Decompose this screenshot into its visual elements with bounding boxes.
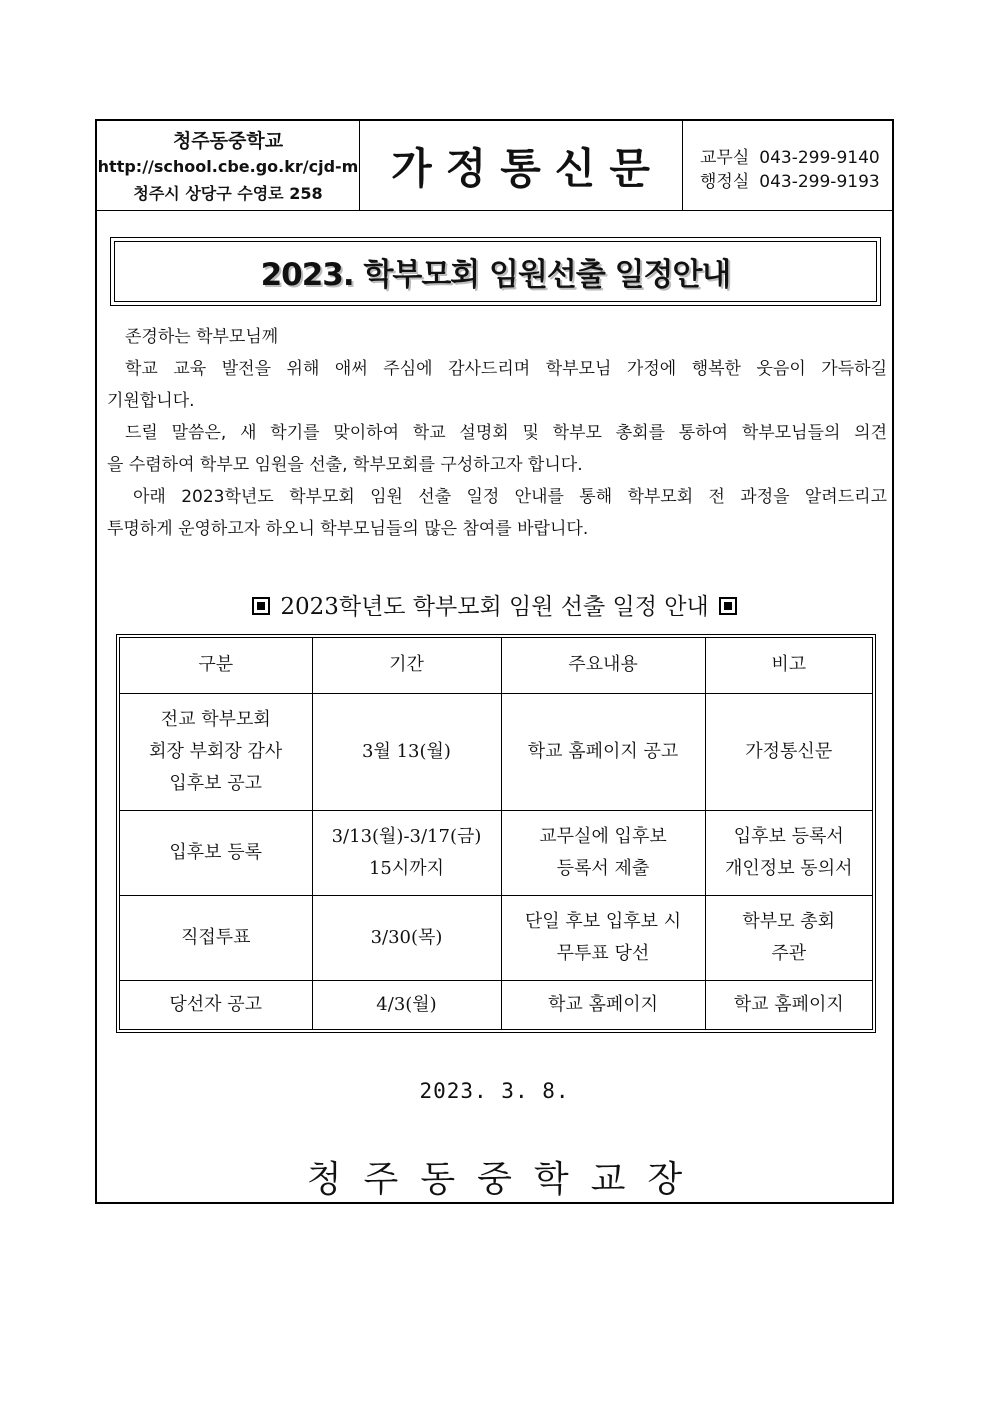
content-cell xyxy=(501,895,705,980)
period-cell xyxy=(312,810,501,895)
column-header: 기간 xyxy=(312,638,501,693)
cell-line: 3월 13(월) xyxy=(362,740,451,762)
letter-body xyxy=(107,321,887,545)
table-row xyxy=(120,895,872,980)
newsletter-title: 가정통신문 xyxy=(391,143,664,193)
phone-label: 교무실 xyxy=(700,148,750,168)
cell-line: 직접투표 xyxy=(180,926,251,948)
school-address: 청주시 상당구 수영로 258 xyxy=(133,184,323,203)
principal-signature: 청주동중학교장 xyxy=(306,1159,705,1200)
square-bullet-icon xyxy=(252,597,270,615)
issue-date: 2023. 3. 8. xyxy=(419,1079,570,1103)
cell-line: 학교 홈페이지 xyxy=(733,993,844,1015)
category-cell xyxy=(120,895,312,980)
cell-line: 당선자 공고 xyxy=(169,993,263,1015)
column-header: 구분 xyxy=(120,638,312,693)
header xyxy=(97,121,892,211)
school-name: 청주동중학교 xyxy=(172,130,284,152)
paragraph-2-line-1: 드릴 말씀은, 새 학기를 맞이하여 학교 설명회 및 학부모 총회를 통하여 학부모님들의 의견 xyxy=(125,423,887,443)
phone-office xyxy=(700,143,880,168)
content-cell xyxy=(501,693,705,810)
schedule-heading xyxy=(97,588,892,621)
schedule-heading-text: 2023학년도 학부모회 임원 선출 일정 안내 xyxy=(280,594,709,620)
paragraph-1-line-2: 기원합니다. xyxy=(107,391,195,411)
cell-line: 회장 부회장 감사 xyxy=(149,740,283,762)
category-cell xyxy=(120,810,312,895)
note-cell xyxy=(705,980,872,1029)
cell-line: 등록서 제출 xyxy=(556,857,650,879)
cell-line: 3/30(목) xyxy=(370,926,443,948)
column-header: 주요내용 xyxy=(501,638,705,693)
cell-line: 3/13(월)-3/17(금) xyxy=(331,825,482,847)
paragraph-2-line-2: 을 수렴하여 학부모 임원을 선출, 학부모회를 구성하고자 합니다. xyxy=(107,455,583,475)
phone-number: 043-299-9193 xyxy=(759,172,880,192)
cell-line: 주관 xyxy=(771,942,807,964)
cell-line: 교무실에 입후보 xyxy=(539,825,667,847)
cell-line: 학교 홈페이지 xyxy=(547,993,659,1015)
table-row xyxy=(120,810,872,895)
square-bullet-icon xyxy=(719,597,737,615)
cell-line: 4/3(월) xyxy=(376,993,437,1015)
cell-line: 개인정보 동의서 xyxy=(725,857,853,879)
newsletter-title-cell xyxy=(359,121,683,210)
cell-line: 입후보 공고 xyxy=(169,772,263,794)
cell-line: 입후보 등록서 xyxy=(733,825,844,847)
column-header: 비고 xyxy=(705,638,872,693)
schedule-table xyxy=(120,638,872,1029)
period-cell xyxy=(312,895,501,980)
note-cell xyxy=(705,895,872,980)
period-cell xyxy=(312,980,501,1029)
greeting: 존경하는 학부모님께 xyxy=(125,327,279,347)
school-info xyxy=(97,121,360,210)
cell-line: 입후보 등록 xyxy=(169,841,263,863)
phone-label: 행정실 xyxy=(700,172,750,192)
phone-admin xyxy=(700,167,880,192)
newsletter-frame xyxy=(95,119,894,1204)
paragraph-3-line-1: 아래 2023학년도 학부모회 임원 선출 일정 안내를 통해 학부모회 전 과정을 알려드리고 xyxy=(133,487,887,507)
cell-line: 학교 홈페이지 공고 xyxy=(527,740,679,762)
period-cell xyxy=(312,693,501,810)
cell-line: 15시까지 xyxy=(368,857,445,879)
table-row xyxy=(120,693,872,810)
paragraph-1-line-1: 학교 교육 발전을 위해 애써 주심에 감사드리며 학부모님 가정에 행복한 웃음이 가득하길 xyxy=(125,359,887,379)
category-cell xyxy=(120,980,312,1029)
page-title: 2023. 학부모회 임원선출 일정안내 xyxy=(260,257,731,293)
cell-line: 가정통신문 xyxy=(745,740,833,762)
schedule-table-wrapper xyxy=(116,634,876,1033)
cell-line: 전교 학부모회 xyxy=(160,708,271,730)
table-row xyxy=(120,980,872,1029)
phone-number: 043-299-9140 xyxy=(759,148,880,168)
title-inner xyxy=(114,241,877,302)
table-header-row xyxy=(120,638,872,693)
cell-line: 무투표 당선 xyxy=(556,942,650,964)
category-cell xyxy=(120,693,312,810)
contact-info xyxy=(682,121,892,210)
note-cell xyxy=(705,810,872,895)
note-cell xyxy=(705,693,872,810)
cell-line: 단일 후보 입후보 시 xyxy=(524,910,682,932)
cell-line: 학부모 총회 xyxy=(742,910,836,932)
title-box xyxy=(110,237,881,306)
school-url[interactable]: http://school.cbe.go.kr/cjd-m xyxy=(97,157,359,176)
content-cell xyxy=(501,980,705,1029)
paragraph-3-line-2: 투명하게 운영하고자 하오니 학부모님들의 많은 참여를 바랍니다. xyxy=(107,519,589,539)
content-cell xyxy=(501,810,705,895)
